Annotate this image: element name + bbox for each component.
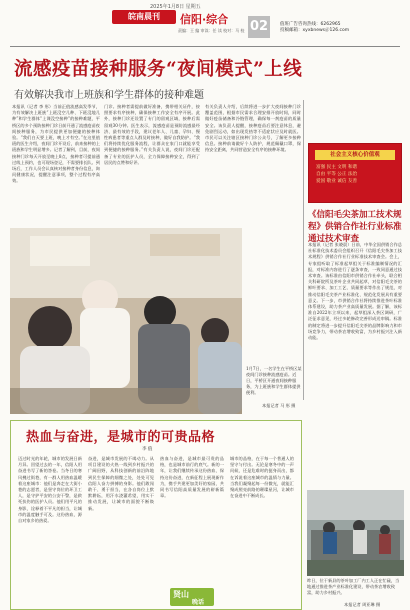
article-headline: 流感疫苗接种服务“夜间模式”上线 — [14, 59, 303, 80]
sidebar-body: 本报讯（记者 张晓晨）日前，中华全国供销合作总社标准化技术委员会组织召开《信阳毛尖茶加工技术规程》供销合作社行业标准技术审查会。会上，专家组听取了标准起草组关于标准编制情况的汇报，对标准内容进行了逐条审查，一致同意通过技术审查。该标准由信阳市供销合作社牵头，联合相关科研院所及茶叶企业共同起草，对信阳毛尖茶的鲜叶要求、加工工艺、质量要求等作出了规范，对推动信阳毛尖茶产业标准化、规范化发展具有重要意义。下一步，市供销合作社将持续推进茶叶标准体系建设，助力茶产业高质量发展。据了解，该标准自2022年立项以来，起草组深入茶区调研，广泛征求意见，经过多轮修改完善形成送审稿。标准的制定将进一步提升信阳毛尖茶的品牌影响力和市场竞争力，带动茶农增收致富，为乡村振兴注入新动能。 — [308, 242, 402, 341]
article-column: 门诊。接种者需提前做好准备，携带相关证件，按照要求有序接种，确保接种工作安全有序开展。此外，接种门诊还设置了专门的留观区域，接种后需留观30分钟。医生表示，流感疫苗是预防流感最经济、最有效的手段，建议老年人、儿童、孕妇、慢性病患者等重点人群及时接种，做好自我防护。“我们将持续优化服务流程，让群众在家门口就能享受到便捷的接种服务。”有关负责人说，夜间门诊还配备了专业的医护人员，全力保障接种安全，得到了居民的点赞和好评。 — [104, 104, 200, 165]
newspaper-logo: 皖南晨刊 — [112, 10, 176, 24]
editorial-author: 李 值 — [142, 447, 153, 452]
article-column: 有关负责人介绍，后续将进一步扩大夜间接种门诊覆盖范围，根据市民需求合理安排开放时间，同时做好疫苗储备和冷链管理，确保每一剂疫苗的质量安全。该负责人提醒，接种疫苗后要注意休息，避免剧烈运动，如出现发热等不适症状应及时就医。市民可以关注辖区接种门诊公众号，了解更多接种信息。接种前请做好个人防护，规范佩戴口罩，保持安全距离，共同营造安全有序的接种环境。 — [205, 104, 301, 153]
factory-photo-caption: 昨日，位于新县的茶叶加工厂内工人正在忙碌，当地通过推进茶产业标准化建设，带动茶农增收致富，助力乡村振兴。 — [307, 578, 400, 595]
header-rule — [10, 46, 400, 47]
column-badge — [170, 588, 214, 606]
core-values-line: 自由 平等 公正 法治 — [316, 172, 358, 177]
contact-line: 投稿邮箱：xyxbnews＠126.com — [280, 28, 350, 33]
photo-caption: 1月7日，一名学生在平桥区某夜间门诊接种流感疫苗。近日，平桥区开通夜间接种服务，为上班族和学生群体提供便利。 — [246, 366, 302, 395]
editorial-headline: 热血与奋进，是城市的可贵品格 — [26, 430, 216, 445]
contact-info — [280, 22, 349, 34]
article-column: 本报讯（记者 李 彤）当前正值流感高发季节，为有效解决上班族“上班没空儿种、下班没地儿种”和学生群体“上课没空接种”的接种难题，平桥区的多个预防接种门诊日前开通了流感疫苗夜间接种服务，为市民提供更加便捷的接种体验。“我们白天要上班，晚上才有空。”在这里值班的医生介绍，夜间门诊开设后，前来接种的上班族和学生明显增多。记者了解到，目前，夜间接种门诊每天开放至晚上8点，接种者可提前通过线上预约，也可现场登记，不需要排长队。到场后，工作人员会认真核对接种者身份信息，询问健康状况，提醒注意事项，整个过程有序高效。 — [12, 104, 100, 184]
editorial-column: 热血与奋进，是城市最可贵的品格，也是城市前行的底气。新的一年，让我们继续传承这份热血、保持这份奋进，在新征程上展现新作为，携手共建更加美好的家园，共同书写信阳高质量发展的崭新篇章。 — [160, 456, 224, 499]
page-number: 02 — [248, 16, 270, 38]
section-title: 信阳·综合 — [180, 13, 229, 26]
badge-line2: 晚话 — [192, 599, 205, 606]
badge-line1: 贤山 — [173, 590, 189, 599]
factory-photo-credit: 本报记者 周亚琳 摄 — [344, 602, 381, 607]
masthead — [0, 0, 410, 44]
vaccination-photo — [10, 228, 242, 414]
editorial-column: 城市的品格，在于每一个普通人的坚守与付出。无论是寒冬中的一声问候，还是危难时的挺身而出，都在诉说着这座城市的温情与力量。当我们凝聚起每一份微光，就能汇聚成照亮前路的璀璨星河，让城市在奋进中不断成长。 — [230, 456, 294, 499]
editorial-column: 迈过时光的年轮，城市的发展日新月异。回望过去的一年，信阳人用奋进书写了新的答卷。当冬日的寒风拂过街巷，有一群人用热血温暖着这座城市：他们是奔走在大街小巷的志愿者，是坚守岗位的环卫工人，是守护平安的公安干警，是救死扶伤的医护人员。他们用平凡的身影，诠释着不平凡的担当，让城市的温度触手可及。这份热血，源自对家乡的热爱。 — [18, 456, 82, 524]
photo-credit: 本报记者 马 彤 摄 — [262, 403, 296, 408]
core-values-text — [316, 164, 394, 185]
factory-photo-illustration — [307, 490, 404, 576]
core-values-line: 富强 民主 文明 和谐 — [316, 165, 358, 170]
core-values-heading: 社会主义核心价值观 — [315, 150, 395, 160]
editor-credits: 责编：王 编 审读：任 读 校对：马 校 — [178, 28, 245, 33]
vaccination-photo-illustration — [10, 228, 242, 414]
column-divider — [303, 100, 304, 400]
core-values-box — [308, 143, 402, 203]
core-values-line: 爱国 敬业 诚信 友善 — [316, 179, 358, 184]
contact-line: 值班广告咨询热线：6262965 — [280, 22, 341, 27]
editorial-column: 奋进，是城市发展的不竭动力。从项目建设的火热一线到乡村振兴的广阔田野，从科技创新的前沿阵地到民生保障的细微之处，处处可见信阳人奋力拼搏的身影。他们敢闯敢干、勇于担当，在各自岗位上默默耕耘，用汗水浇灌希望，用实干推动发展，让城市的面貌不断焕新。 — [88, 456, 154, 511]
article-subheadline: 有效解决我市上班族和学生群体的接种难题 — [14, 90, 204, 101]
factory-photo — [307, 490, 404, 576]
issue-date: 2025年1月8日 星期五 — [150, 4, 201, 10]
sidebar-headline: 《信阳毛尖茶加工技术规程》供销合作社行业标准通过技术审查 — [308, 210, 402, 244]
